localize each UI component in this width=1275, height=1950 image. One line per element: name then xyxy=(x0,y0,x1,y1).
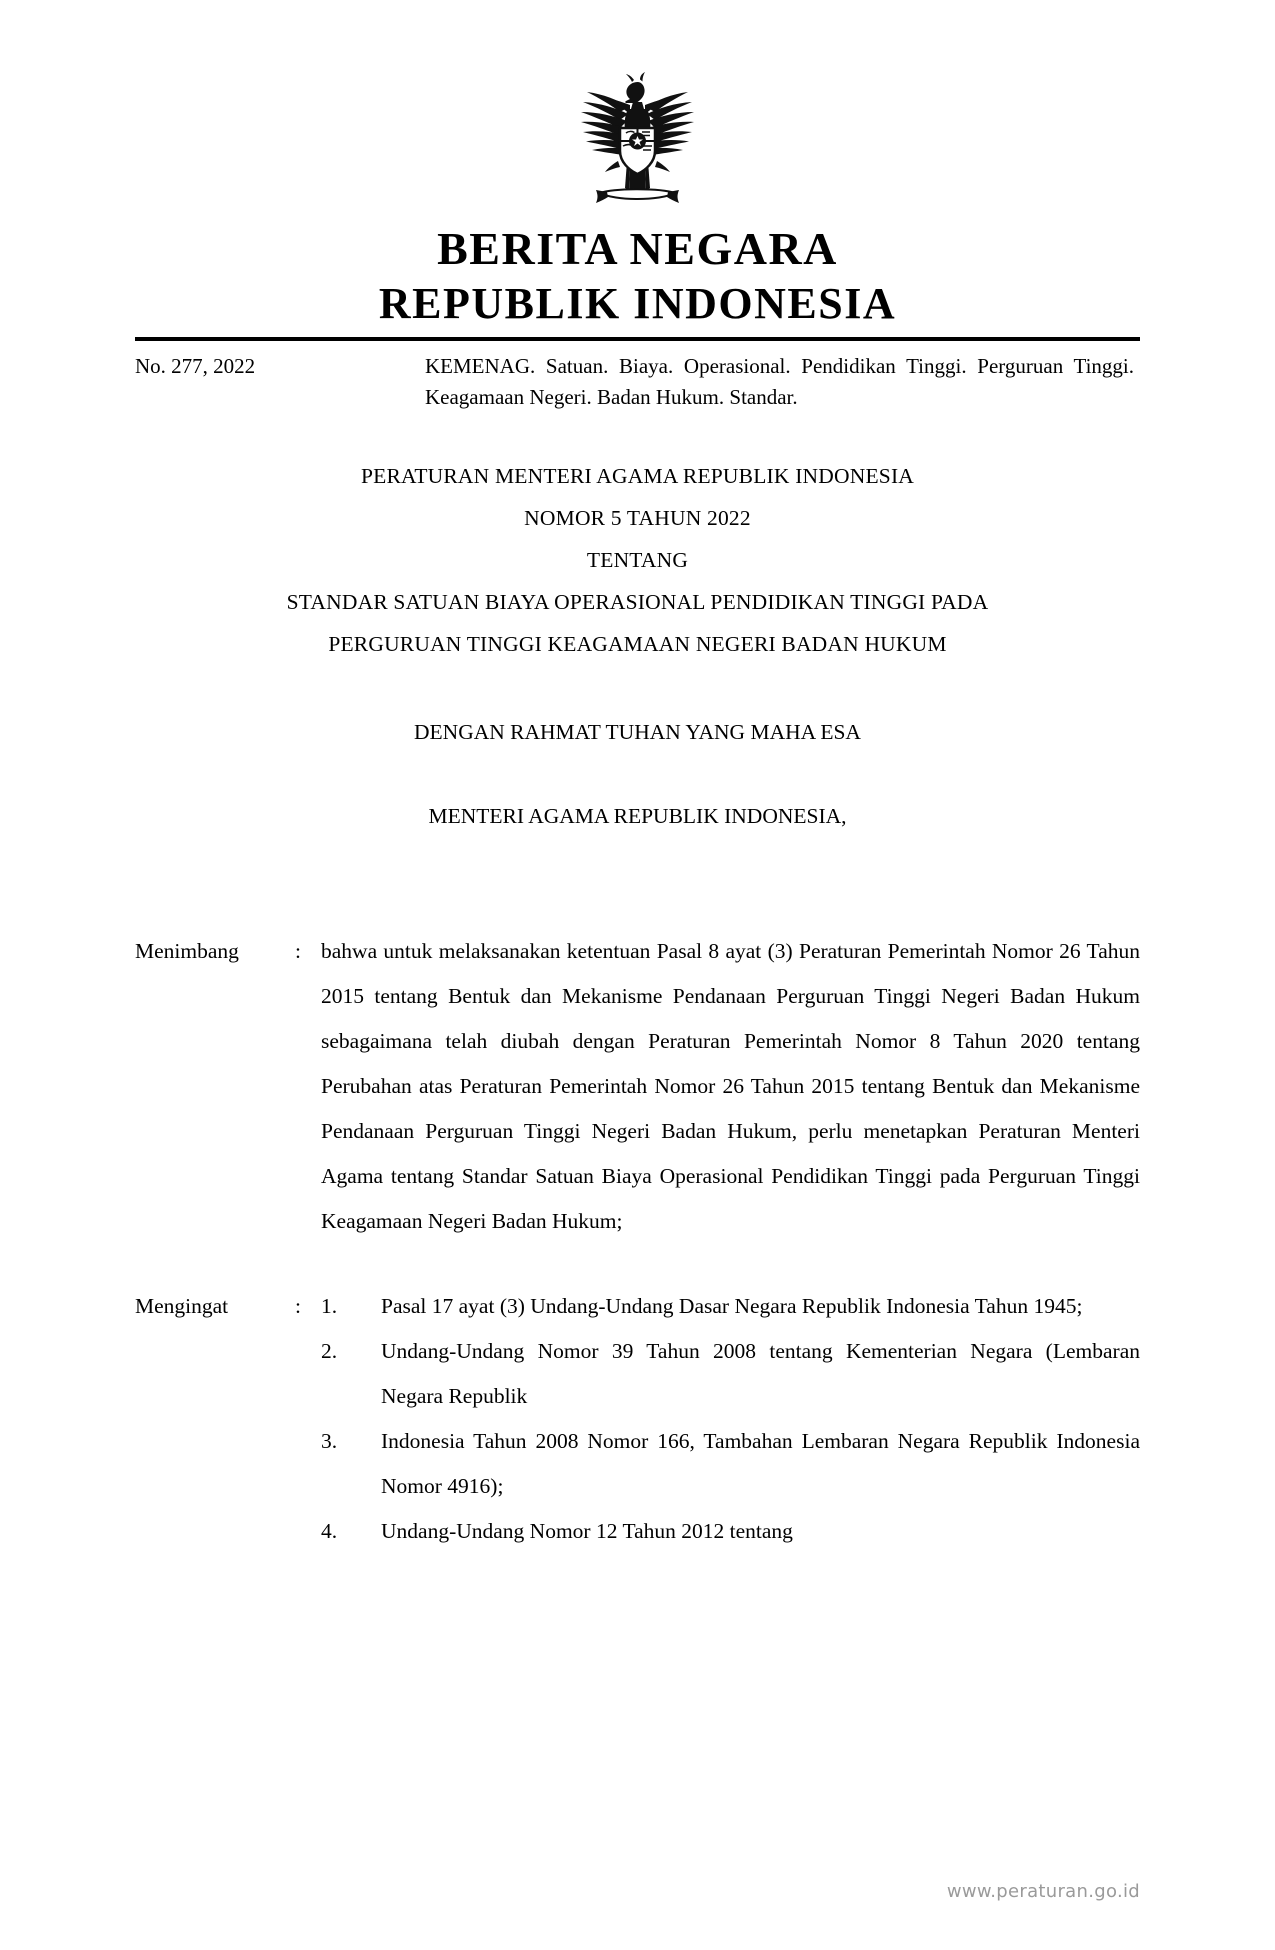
clause-considering-text: bahwa untuk melaksanakan ketentuan Pasal 8 ayat (3) Peraturan Pemerintah Nomor 26 Tahun 2015 tentang Bentuk dan Mekanisme Pendanaan Perguruan Tinggi Negeri Badan Hukum sebagaimana telah diubah dengan Peraturan Pemerintah Nomor 8 Tahun 2020 tentang Perubahan atas Peraturan Pemerintah Nomor 26 Tahun 2015 tentang Bentuk dan Mekanisme Pendanaan Perguruan Tinggi Negeri Badan Hukum, perlu menetapkan Peraturan Menteri Agama tentang Standar Satuan Biaya Operasional Pendidikan Tinggi pada Perguruan Tinggi Keagamaan Negeri Badan Hukum; xyxy=(321,939,1140,1233)
clause-considering-colon: : xyxy=(295,939,301,963)
list-item-marker: 3. xyxy=(321,1429,338,1453)
blessing-line: DENGAN RAHMAT TUHAN YANG MAHA ESA xyxy=(414,720,861,744)
reference-row xyxy=(135,351,1140,413)
clauses-section xyxy=(135,929,1140,1554)
list-item xyxy=(321,1419,1140,1509)
gazette-number: No. 277, 2022 xyxy=(135,354,256,378)
list-item-text: Undang-Undang Nomor 39 Tahun 2008 tentang Kementerian Negara (Lembaran Negara Republik xyxy=(381,1339,1140,1408)
clause-observing-list xyxy=(321,1284,1140,1554)
title-line-5: PERGURUAN TINGGI KEAGAMAAN NEGERI BADAN HUKUM xyxy=(328,632,947,656)
list-item-text: Undang-Undang Nomor 12 Tahun 2012 tentang xyxy=(381,1519,793,1543)
list-item-marker: 4. xyxy=(321,1519,338,1543)
masthead-divider xyxy=(135,337,1140,341)
minister-line: MENTERI AGAMA REPUBLIK INDONESIA, xyxy=(428,804,847,828)
gazette-keywords: KEMENAG. Satuan. Biaya. Operasional. Pendidikan Tinggi. Perguruan Tinggi. Keagamaan Negeri. Badan Hukum. Standar. xyxy=(425,354,1134,409)
regulation-title-block xyxy=(135,455,1140,665)
title-line-2: NOMOR 5 TAHUN 2022 xyxy=(524,506,751,530)
title-line-3: TENTANG xyxy=(586,548,689,572)
clause-observing-colon: : xyxy=(295,1294,301,1318)
masthead-line-1: BERITA NEGARA xyxy=(437,223,838,274)
clause-observing xyxy=(135,1284,1140,1554)
list-item xyxy=(321,1509,1140,1554)
crest-container xyxy=(135,0,1140,217)
clause-considering xyxy=(135,929,1140,1244)
clause-considering-label: Menimbang xyxy=(135,939,239,963)
garuda-pancasila-emblem-icon xyxy=(570,72,705,217)
list-item-marker: 2. xyxy=(321,1339,338,1363)
footer-watermark: www.peraturan.go.id xyxy=(946,1881,1140,1902)
title-line-4: STANDAR SATUAN BIAYA OPERASIONAL PENDIDIKAN TINGGI PADA xyxy=(286,590,989,614)
title-line-1: PERATURAN MENTERI AGAMA REPUBLIK INDONESIA xyxy=(360,464,915,488)
list-item-text: Pasal 17 ayat (3) Undang-Undang Dasar Negara Republik Indonesia Tahun 1945; xyxy=(381,1294,1083,1318)
masthead xyxy=(135,221,1140,331)
list-item xyxy=(321,1284,1140,1329)
list-item-text: Indonesia Tahun 2008 Nomor 166, Tambahan Lembaran Negara Republik Indonesia Nomor 4916); xyxy=(381,1429,1140,1498)
list-item xyxy=(321,1329,1140,1419)
list-item-marker: 1. xyxy=(321,1294,338,1318)
clause-observing-label: Mengingat xyxy=(135,1294,229,1318)
masthead-line-2: REPUBLIK INDONESIA xyxy=(378,279,897,328)
